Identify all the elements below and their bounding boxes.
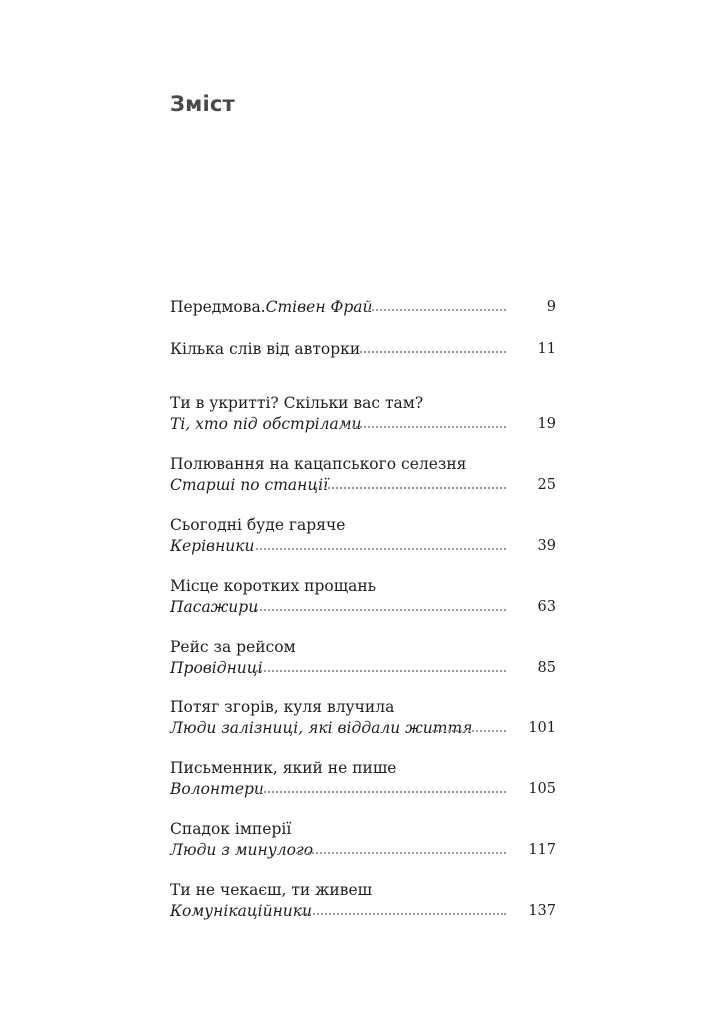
chapter-subtitle: Комунікаційники — [170, 902, 313, 920]
chapter-title: Рейс за рейсом — [170, 638, 296, 656]
page-number: 9 — [546, 299, 556, 315]
dot-leader — [368, 309, 506, 313]
toc-entry-chapter-1[interactable] — [170, 393, 556, 435]
chapter-subtitle: Керівники — [170, 537, 255, 555]
dot-leader — [340, 426, 506, 430]
toc-entry-chapter-3[interactable] — [170, 515, 556, 557]
entry-author: Стівен Фрай — [265, 298, 373, 316]
chapter-title: Спадок імперії — [170, 820, 292, 838]
entry-title: Кілька слів від авторки — [170, 340, 361, 358]
toc-line — [170, 413, 556, 435]
toc-line — [170, 596, 556, 618]
dot-leader — [360, 351, 506, 355]
page-number: 39 — [537, 538, 556, 554]
toc-line — [170, 778, 556, 800]
toc-line — [170, 338, 556, 360]
dot-leader — [315, 487, 506, 491]
chapter-subtitle: Провідниці — [170, 659, 263, 677]
chapter-subtitle: Люди з минулого — [170, 841, 314, 859]
toc-line — [170, 900, 556, 922]
toc-entry-chapter-4[interactable] — [170, 576, 556, 618]
dot-leader — [256, 670, 506, 674]
dot-leader — [256, 791, 506, 795]
dot-leader — [256, 609, 506, 613]
page-number: 25 — [537, 477, 556, 493]
chapter-title: Потяг згорів, куля влучила — [170, 698, 395, 716]
toc-entry-chapter-7[interactable] — [170, 758, 556, 800]
page-number: 101 — [528, 720, 556, 736]
page-number: 105 — [528, 781, 556, 797]
chapter-title: Полювання на кацапського селезня — [170, 455, 467, 473]
chapter-title: Ти не чекаєш, ти живеш — [170, 881, 373, 899]
toc-line — [170, 839, 556, 861]
toc-entry-author-note[interactable] — [170, 338, 556, 360]
chapter-subtitle: Ті, хто під обстрілами — [170, 415, 362, 433]
dot-leader — [302, 913, 506, 917]
chapter-subtitle: Пасажири — [170, 598, 259, 616]
page-number: 11 — [537, 341, 556, 357]
dot-leader — [432, 730, 506, 734]
entry-title: Передмова. — [170, 298, 266, 316]
chapter-subtitle: Старші по станції — [170, 476, 329, 494]
page-number: 85 — [537, 660, 556, 676]
chapter-title: Місце коротких прощань — [170, 577, 377, 595]
page-number: 19 — [537, 416, 556, 432]
toc-entry-chapter-2[interactable] — [170, 454, 556, 496]
page-title: Зміст — [170, 92, 235, 116]
chapter-subtitle: Люди залізниці, які віддали життя — [170, 719, 473, 737]
page-number: 63 — [537, 599, 556, 615]
table-of-contents — [170, 0, 556, 1024]
toc-line — [170, 474, 556, 496]
toc-line — [170, 717, 556, 739]
toc-entry-chapter-5[interactable] — [170, 637, 556, 679]
page-number: 137 — [528, 903, 556, 919]
toc-entry-foreword[interactable] — [170, 296, 556, 318]
chapter-title: Письменник, який не пише — [170, 759, 397, 777]
toc-entry-chapter-6[interactable] — [170, 697, 556, 739]
toc-entry-chapter-8[interactable] — [170, 819, 556, 861]
dot-leader — [296, 852, 506, 856]
toc-entry-chapter-9[interactable] — [170, 880, 556, 922]
dot-leader — [256, 548, 506, 552]
toc-line — [170, 657, 556, 679]
chapter-title: Ти в укритті? Скільки вас там? — [170, 394, 424, 412]
page-number: 117 — [528, 842, 556, 858]
chapter-subtitle: Волонтери — [170, 780, 264, 798]
toc-line — [170, 296, 556, 318]
toc-line — [170, 535, 556, 557]
chapter-title: Сьогодні буде гаряче — [170, 516, 346, 534]
